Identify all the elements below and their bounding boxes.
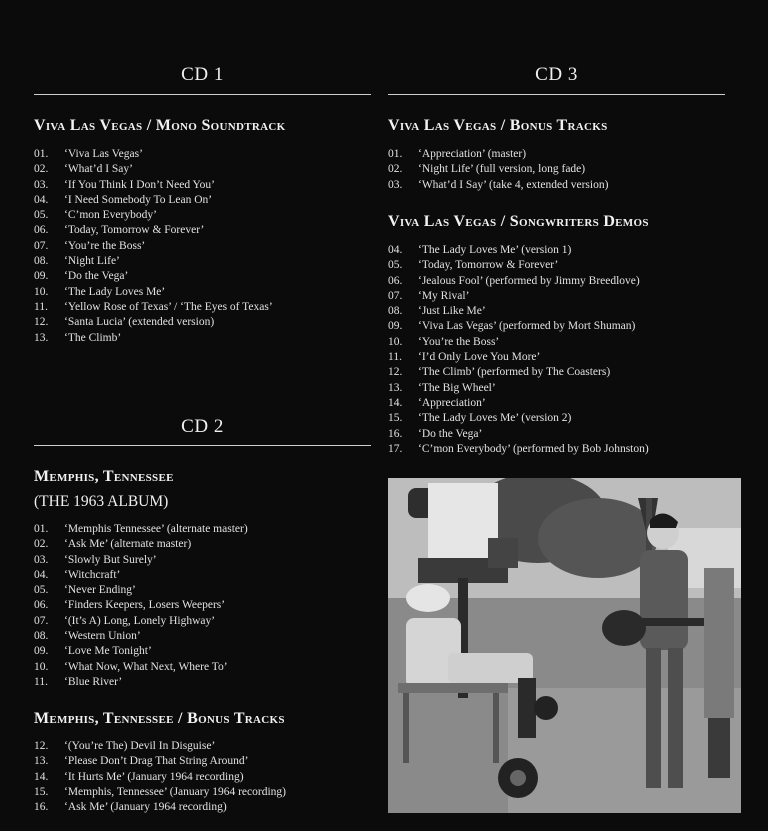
track-item (388, 427, 725, 442)
track-number: 02. (388, 163, 403, 176)
track-item (34, 660, 371, 675)
track-item (388, 350, 725, 365)
track-number: 14. (388, 396, 403, 409)
track-item (34, 254, 371, 269)
track-number: 03. (388, 178, 403, 191)
track-title: ‘What’d I Say’ (64, 163, 133, 176)
track-title: ‘The Lady Loves Me’ (64, 285, 166, 298)
track-item (34, 739, 371, 754)
track-title: ‘Ask Me’ (January 1964 recording) (64, 801, 227, 814)
track-title: ‘Do the Vega’ (418, 427, 483, 440)
cd2-heading: CD 2 (181, 416, 224, 437)
film-set-photo (388, 478, 741, 813)
track-item (388, 178, 725, 193)
track-item (34, 800, 371, 815)
track-title: ‘Night Life’ (64, 255, 120, 268)
track-title: ‘Appreciation’ (418, 396, 486, 409)
cd3-demos-track-list (388, 243, 725, 457)
track-item (34, 162, 371, 177)
track-title: ‘Today, Tomorrow & Forever’ (64, 224, 205, 237)
track-item (388, 396, 725, 411)
track-number: 07. (388, 289, 403, 302)
track-title: ‘Yellow Rose of Texas’ / ‘The Eyes of Texas’ (64, 300, 273, 313)
track-title: ‘It Hurts Me’ (January 1964 recording) (64, 770, 244, 783)
track-title: ‘Love Me Tonight’ (64, 645, 152, 658)
track-title: ‘The Big Wheel’ (418, 381, 496, 394)
track-item (388, 335, 725, 350)
track-item (34, 285, 371, 300)
track-item (34, 178, 371, 193)
track-number: 06. (388, 274, 403, 287)
cd3-section-title: Viva Las Vegas / Bonus Tracks (388, 117, 608, 134)
track-title: ‘C’mon Everybody’ (64, 209, 157, 222)
track-number: 16. (34, 801, 49, 814)
track-item (34, 770, 371, 785)
track-number: 01. (388, 148, 403, 160)
track-number: 12. (388, 366, 403, 379)
track-number: 05. (34, 209, 49, 222)
track-number: 03. (34, 553, 49, 566)
track-number: 04. (34, 193, 49, 206)
track-item (34, 614, 371, 629)
track-title: ‘I’d Only Love You More’ (418, 351, 541, 364)
cd3-divider (388, 94, 725, 95)
track-number: 03. (34, 178, 49, 191)
track-number: 01. (34, 523, 49, 535)
track-item (34, 598, 371, 613)
track-item (34, 147, 371, 162)
track-title: ‘(You’re The) Devil In Disguise’ (64, 740, 216, 752)
track-number: 10. (34, 285, 49, 298)
track-number: 15. (34, 785, 49, 798)
track-title: ‘You’re the Boss’ (64, 239, 146, 252)
track-number: 10. (388, 335, 403, 348)
track-item (388, 304, 725, 319)
track-title: ‘Santa Lucia’ (extended version) (64, 316, 215, 329)
track-number: 04. (34, 568, 49, 581)
cd2-section-subtitle: (THE 1963 ALBUM) (34, 493, 169, 510)
track-title: ‘Today, Tomorrow & Forever’ (418, 259, 559, 272)
track-number: 17. (388, 442, 403, 455)
track-item (388, 258, 725, 273)
track-title: ‘Viva Las Vegas’ (performed by Mort Shuman) (418, 320, 636, 333)
track-item (388, 411, 725, 426)
track-title: ‘Please Don’t Drag That String Around’ (64, 755, 249, 768)
cd3-heading: CD 3 (535, 64, 578, 85)
cd2-bonus-section-title: Memphis, Tennessee / Bonus Tracks (34, 710, 285, 727)
track-number: 05. (388, 259, 403, 272)
track-title: ‘Slowly But Surely’ (64, 553, 157, 566)
track-number: 11. (34, 675, 48, 688)
track-title: ‘Ask Me’ (alternate master) (64, 538, 192, 551)
track-title: ‘What Now, What Next, Where To’ (64, 660, 228, 673)
cd2-track-list (34, 522, 371, 690)
track-number: 15. (388, 412, 403, 425)
cd2-section-title: Memphis, Tennessee (34, 468, 174, 485)
cd1-divider (34, 94, 371, 95)
cd2-bonus-track-list (34, 739, 371, 815)
track-number: 11. (34, 300, 48, 313)
track-item (34, 331, 371, 346)
track-number: 06. (34, 599, 49, 612)
track-title: ‘I Need Somebody To Lean On’ (64, 193, 213, 206)
track-title: ‘(It’s A) Long, Lonely Highway’ (64, 614, 216, 627)
track-title: ‘Blue River’ (64, 675, 123, 688)
track-title: ‘Never Ending’ (64, 584, 136, 597)
track-number: 08. (34, 630, 49, 643)
track-title: ‘Night Life’ (full version, long fade) (418, 163, 586, 176)
track-title: ‘If You Think I Don’t Need You’ (64, 178, 215, 191)
track-title: ‘Do the Vega’ (64, 270, 129, 283)
track-title: ‘Memphis, Tennessee’ (January 1964 recording) (64, 785, 286, 798)
track-item (34, 522, 371, 537)
track-number: 08. (388, 305, 403, 318)
track-title: ‘What’d I Say’ (take 4, extended version) (418, 178, 609, 191)
track-number: 10. (34, 660, 49, 673)
track-item (34, 537, 371, 552)
track-title: ‘The Lady Loves Me’ (version 2) (418, 412, 572, 425)
track-number: 11. (388, 351, 402, 364)
cd3-track-list (388, 147, 725, 193)
track-number: 12. (34, 316, 49, 329)
cd1-section-title: Viva Las Vegas / Mono Soundtrack (34, 117, 286, 134)
track-number: 09. (388, 320, 403, 333)
track-item (34, 300, 371, 315)
track-item (388, 147, 725, 162)
track-number: 16. (388, 427, 403, 440)
track-item (34, 193, 371, 208)
track-title: ‘Viva Las Vegas’ (64, 148, 143, 160)
track-number: 06. (34, 224, 49, 237)
track-item (34, 223, 371, 238)
track-item (34, 754, 371, 769)
track-number: 13. (388, 381, 403, 394)
track-item (34, 644, 371, 659)
track-title: ‘The Lady Loves Me’ (version 1) (418, 244, 572, 256)
track-item (34, 785, 371, 800)
track-number: 02. (34, 163, 49, 176)
cd1-heading: CD 1 (181, 64, 224, 85)
cd1-track-list (34, 147, 371, 346)
track-title: ‘Just Like Me’ (418, 305, 486, 318)
track-item (388, 274, 725, 289)
track-number: 07. (34, 239, 49, 252)
track-item (388, 243, 725, 258)
track-item (34, 269, 371, 284)
track-number: 08. (34, 255, 49, 268)
track-title: ‘The Climb’ (64, 331, 122, 344)
track-item (34, 239, 371, 254)
track-title: ‘Memphis Tennessee’ (alternate master) (64, 523, 248, 535)
track-title: ‘Western Union’ (64, 630, 141, 643)
track-number: 14. (34, 770, 49, 783)
track-number: 09. (34, 645, 49, 658)
track-item (388, 319, 725, 334)
track-item (388, 289, 725, 304)
track-number: 13. (34, 331, 49, 344)
track-item (34, 675, 371, 690)
track-title: ‘Appreciation’ (master) (418, 148, 527, 160)
track-number: 04. (388, 244, 403, 256)
track-item (388, 162, 725, 177)
track-item (34, 568, 371, 583)
track-number: 01. (34, 148, 49, 160)
cd2-divider (34, 445, 371, 446)
track-item (388, 442, 725, 457)
track-number: 12. (34, 740, 49, 752)
track-title: ‘Witchcraft’ (64, 568, 121, 581)
track-number: 07. (34, 614, 49, 627)
track-title: ‘You’re the Boss’ (418, 335, 500, 348)
track-number: 13. (34, 755, 49, 768)
track-title: ‘The Climb’ (performed by The Coasters) (418, 366, 611, 379)
track-number: 05. (34, 584, 49, 597)
cd3-demos-section-title: Viva Las Vegas / Songwriters Demos (388, 213, 649, 230)
photo-illustration (388, 478, 741, 813)
track-title: ‘My Rival’ (418, 289, 470, 302)
track-number: 02. (34, 538, 49, 551)
track-title: ‘Finders Keepers, Losers Weepers’ (64, 599, 226, 612)
track-title: ‘C’mon Everybody’ (performed by Bob Johnston) (418, 442, 649, 455)
track-number: 09. (34, 270, 49, 283)
track-item (34, 315, 371, 330)
track-item (34, 583, 371, 598)
track-item (34, 553, 371, 568)
track-item (34, 208, 371, 223)
track-item (388, 381, 725, 396)
track-item (388, 365, 725, 380)
track-title: ‘Jealous Fool’ (performed by Jimmy Breedlove) (418, 274, 640, 287)
track-item (34, 629, 371, 644)
